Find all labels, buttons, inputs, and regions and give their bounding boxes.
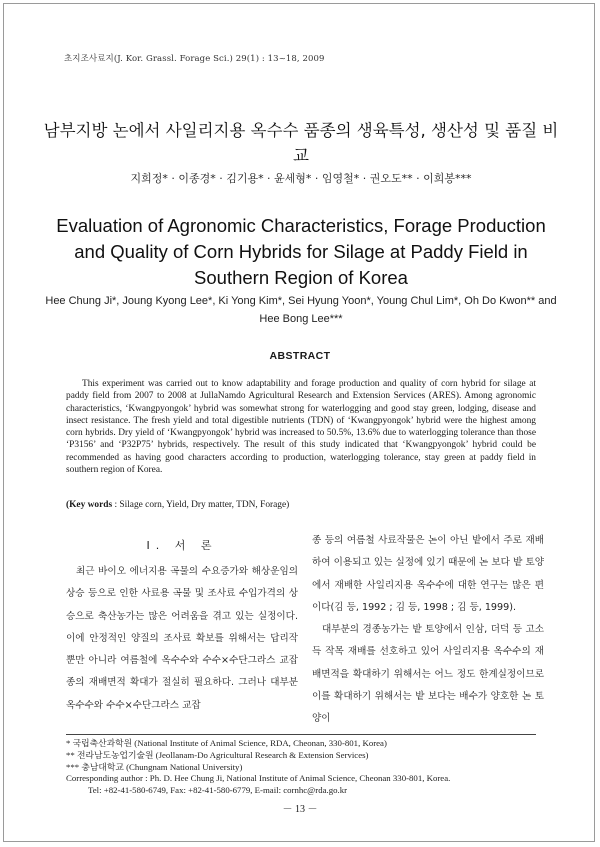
- keywords: [66, 500, 536, 510]
- footnote-affiliation-3: *** 충남대학교 (Chungnam National University): [66, 761, 243, 772]
- keywords-label: (Key words: [66, 500, 113, 510]
- korean-title: 남부지방 논에서 사일리지용 옥수수 품종의 생육특성, 생산성 및 품질 비교: [43, 121, 559, 165]
- footnote-rule: [66, 734, 536, 735]
- english-title: Evaluation of Agronomic Characteristics, Forage Production and Quality of Corn Hybrids for Silage at Paddy Field in Southern Region of Korea: [56, 215, 546, 288]
- english-authors: Hee Chung Ji*, Joung Kyong Lee*, Ki Yong Kim*, Sei Hyung Yoon*, Young Chul Lim*, Oh Do Kwon** and Hee Bong Lee***: [45, 295, 557, 325]
- left-column: [66, 561, 298, 717]
- abstract-text: This experiment was carried out to know adaptability and forage production and quality of corn hybrid for silage at paddy field from 2007 to 2008 at JullaNamdo Agricultural Research and Extension Services (ARES). Among agronomic characteristics, ‘Kwangpyongok’ hybrid was somewhat strong for waterlogging and good stay green, lodging, disease and insect resistance. The fresh yield and total digestible nutrients (TDN) of ‘Kwangpyongok’ hybrid were the highest among corn hybrids. Dry yield of ‘Kwangpyongok’ hybrid was increased to 50.5%, 13.6% due to waterlogging tolerance than those ‘P3156’ and ‘P32P75’ hybrids, respectively. The result of this study indicated that ‘Kwangpyongok’ hybrid could be recommended as having good characters according to production, waterlogging tolerance, stay green at paddy field in southern region of Korea.: [66, 379, 536, 476]
- abstract-body: [66, 378, 536, 476]
- keywords-text: : Silage corn, Yield, Dry matter, TDN, Forage): [112, 500, 290, 510]
- intro-paragraph-1-continued: 종 등의 여름철 사료작물은 논이 아닌 밭에서 주로 재배하여 이용되고 있는 실정에 있기 때문에 논 보다 밭 토양에서 재배한 사일리지용 옥수수에 대한 연구는 많은 편이다(김 등, 1992 ; 김 등, 1998 ; 김 등, 1999).: [312, 535, 544, 613]
- contact-info: Tel: +82-41-580-6749, Fax: +82-41-580-6779, E-mail: cornhc@rda.go.kr: [88, 785, 348, 796]
- footnote-affiliation-2: ** 전라남도농업기술원 (Jeollanam-Do Agricultural Research & Extension Services): [66, 749, 369, 760]
- abstract-heading: ABSTRACT: [269, 350, 331, 362]
- page-number: － 13 －: [282, 804, 318, 815]
- journal-citation: 초지조사료지(J. Kor. Grassl. Forage Sci.) 29(1) : 13~18, 2009: [64, 54, 325, 64]
- intro-paragraph-2: 대부분의 경종농가는 밭 토양에서 인삼, 더덕 등 고소득 작목 재배를 선호하고 있어 사일리지용 옥수수의 재배면적을 확대하기 위해서는 어느 정도 한계실정이므로 이를 확대하기 위해서는 밭 보다는 배수가 양호한 논 토양이: [312, 624, 544, 725]
- right-column: [312, 530, 544, 731]
- intro-paragraph-1: 최근 바이오 에너지용 곡물의 수요증가와 해상운임의 상승 등으로 인한 사료용 곡물 및 조사료 수입가격의 상승으로 축산농가는 많은 어려움을 겪고 있는 실정이다. 이에 안정적인 양질의 조사료 확보를 위해서는 답리작 뿐만 아니라 여름철에 옥수수와 수수×수단그라스 교잡종의 재배면적 확대가 절실히 필요하다. 그러나 대부분 옥수수와 수수×수단그라스 교잡: [66, 566, 298, 711]
- section-heading: I. 서 론: [146, 539, 218, 552]
- corresponding-author: Corresponding author : Ph. D. Hee Chung Ji, National Institute of Animal Science, Cheonan 330-801, Korea.: [66, 773, 451, 784]
- footnotes: [66, 738, 546, 797]
- korean-authors: 지희정* · 이종경* · 김기용* · 윤세형* · 임영철* · 권오도** · 이희봉***: [130, 172, 472, 185]
- footnote-affiliation-1: * 국립축산과학원 (National Institute of Animal Science, RDA, Cheonan, 330-801, Korea): [66, 738, 387, 748]
